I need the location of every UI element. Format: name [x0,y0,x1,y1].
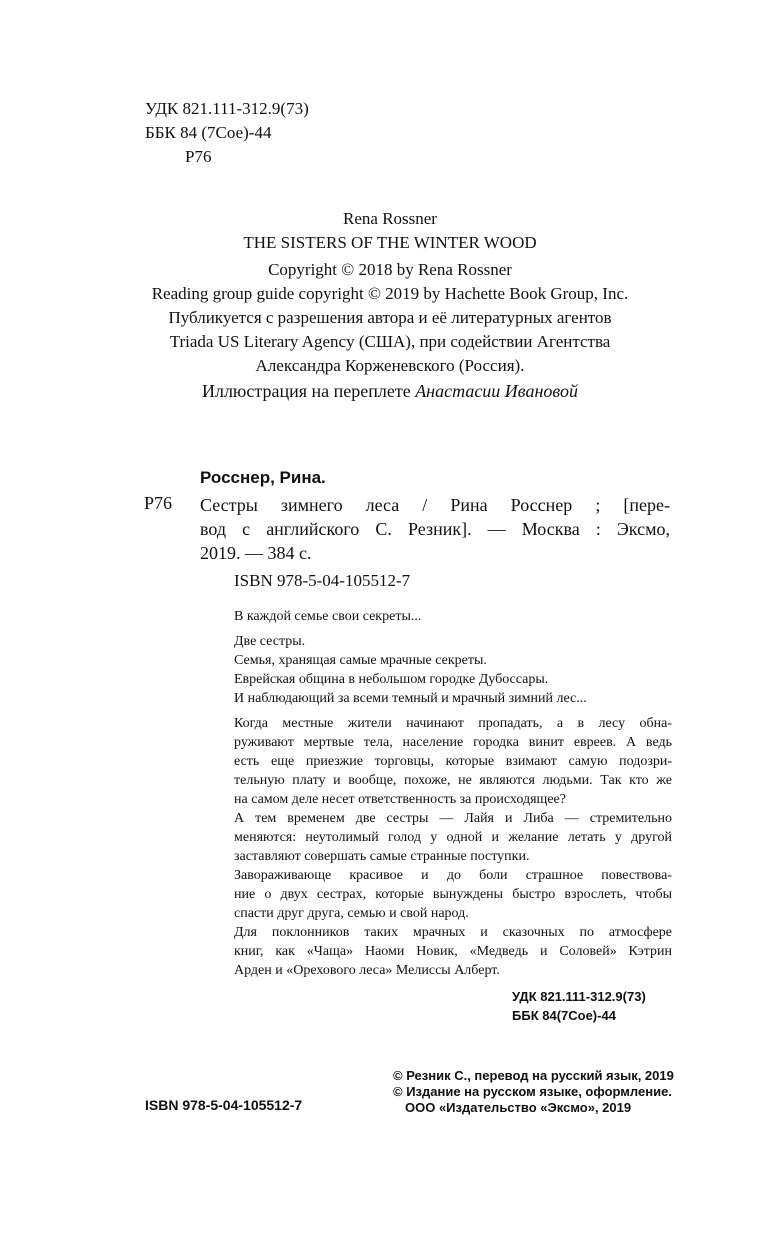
classification-bottom [512,987,646,1025]
description-line-3: 2019. — 384 с. [200,543,312,563]
bbk-code: ББК 84 (7Сое)-44 [145,123,272,142]
description-line-2: вод с английского С. Резник]. — Москва : Эксмо, [200,519,670,539]
p3-line-3: спасти друг друга, семью и свой народ. [234,906,469,921]
edition-copyright-line-1: © Издание на русском языке, оформление. [393,1084,672,1099]
entry-description [200,493,670,565]
p2-line-1: А тем временем две сестры — Лайя и Либа — стремительно [234,811,672,826]
bbk-code-bottom: ББК 84(7Сое)-44 [512,1008,616,1023]
p1-line-5: на самом деле несет ответственность за происходящее? [234,792,566,807]
teaser-line-4: И наблюдающий за всеми темный и мрачный зимний лес... [234,691,587,706]
teaser-line-3: Еврейская община в небольшом городке Дубоссары. [234,672,549,687]
annotation [234,607,672,980]
classification-top [145,97,309,169]
permission-line-1: Публикуется с разрешения автора и её литературных агентов [168,308,612,327]
description-line-1: Сестры зимнего леса / Рина Росснер ; [пере- [200,495,670,515]
illustration-credit [100,379,680,403]
original-author: Rena Rossner [343,209,437,228]
p1-line-1: Когда местные жители начинают пропадать, а в лесу обна- [234,716,672,731]
entry-author: Росснер, Рина. [200,468,326,487]
p2-line-3: заставляют совершать самые странные поступки. [234,849,530,864]
guide-copyright-line: Reading group guide copyright © 2019 by Hachette Book Group, Inc. [151,284,629,303]
p1-line-4: тельную плату и вообще, похоже, не являются людьми. Так кто же [234,773,672,788]
copyright-line: Copyright © 2018 by Rena Rossner [268,260,512,279]
annotation-tagline: В каждой семье свои секреты... [234,609,422,624]
udk-code-bottom: УДК 821.111-312.9(73) [512,989,646,1004]
p1-line-2: руживают мертвые тела, население городка винит евреев. А ведь [234,735,672,750]
edition-copyright-line-2: ООО «Издательство «Эксмо», 2019 [405,1100,632,1115]
p4-line-3: Арден и «Орехового леса» Мелиссы Алберт. [234,963,500,978]
p2-line-2: меняются: неутолимый голод у одной и желание летать у другой [234,830,672,845]
udk-code: УДК 821.111-312.9(73) [145,99,309,118]
translation-copyright: © Резник С., перевод на русский язык, 2019 [393,1068,674,1083]
permission-line-2: Triada US Literary Agency (США), при содействии Агентства [169,332,611,351]
isbn-bottom: ISBN 978-5-04-105512-7 [145,1097,303,1113]
p3-line-1: Завораживающе красивое и до боли страшное повествова- [234,868,672,883]
illustration-artist: Анастасии Ивановой [415,381,579,401]
p3-line-2: ние о двух сестрах, которые вынуждены быстро взрослеть, чтобы [234,887,672,902]
original-title: THE SISTERS OF THE WINTER WOOD [243,233,537,252]
entry-isbn: ISBN 978-5-04-105512-7 [234,571,411,590]
copyright-notices [393,1068,674,1116]
teaser-line-2: Семья, хранящая самые мрачные секреты. [234,653,487,668]
cutter-code: Р76 [185,147,212,166]
teaser-line-1: Две сестры. [234,634,306,649]
illustration-prefix: Иллюстрация на переплете [201,381,416,401]
entry-cutter: Р76 [144,493,173,513]
p1-line-3: есть еще приезжие торговцы, которые взимают самую подозри- [234,754,672,769]
original-edition-block [120,207,660,378]
p4-line-1: Для поклонников таких мрачных и сказочных по атмосфере [234,925,672,940]
permission-line-3: Александра Корженевского (Россия). [255,356,525,375]
p4-line-2: книг, как «Чаща» Наоми Новик, «Медведь и Соловей» Кэтрин [234,944,672,959]
